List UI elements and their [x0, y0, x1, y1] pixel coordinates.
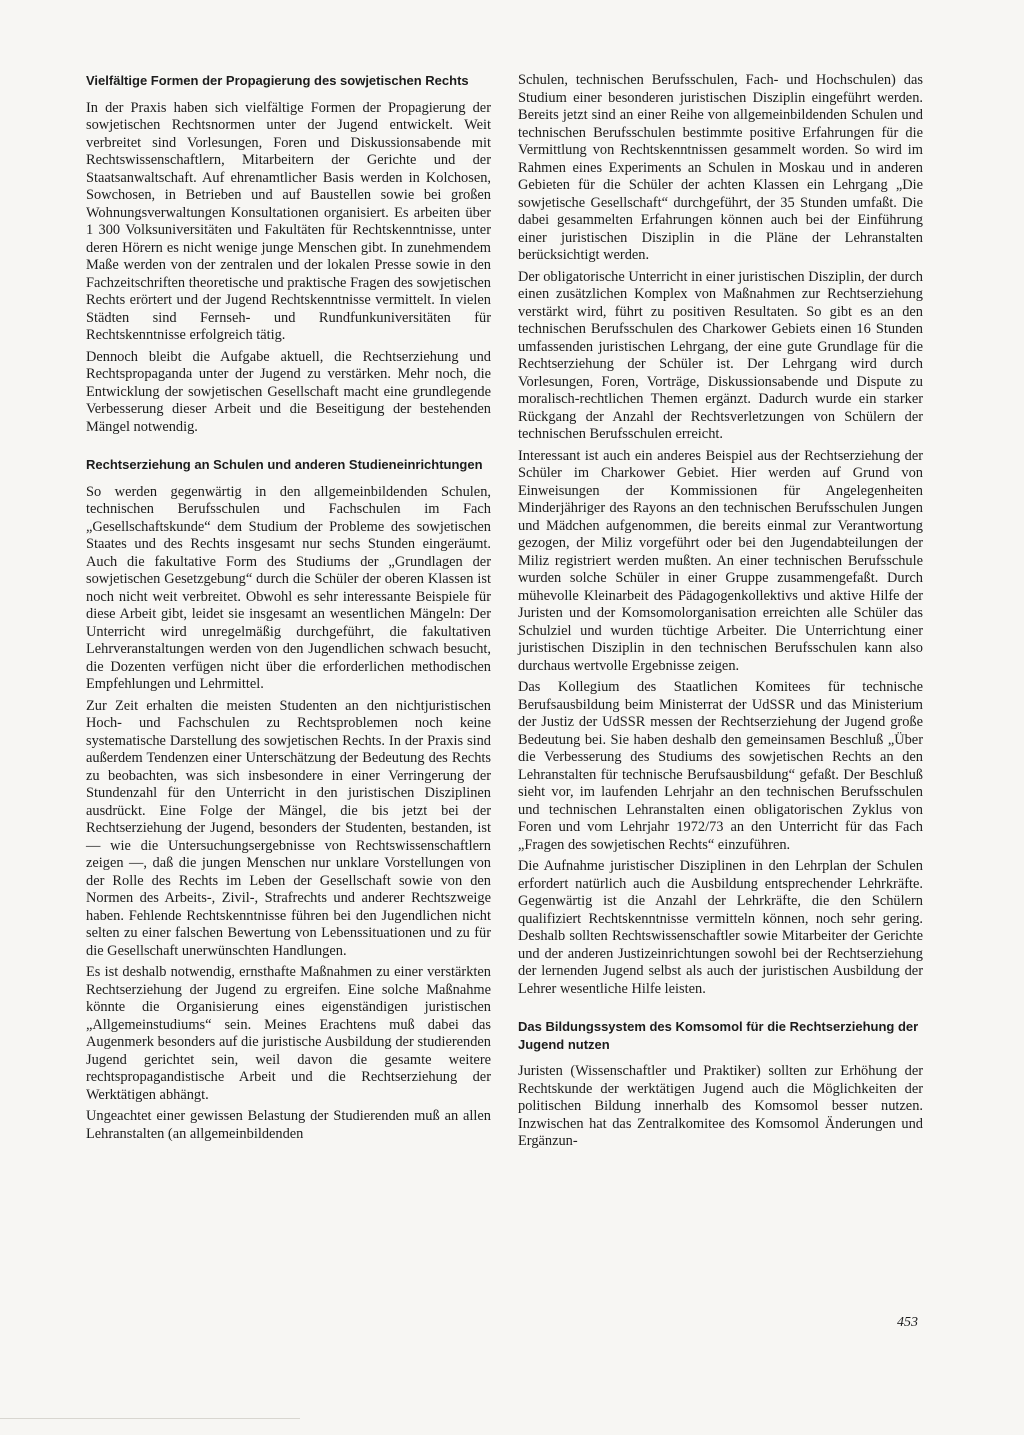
- paragraph: In der Praxis haben sich vielfältige Formen der Propagierung der sowjetischen Rechtsnormen unter der Jugend entwickelt. Weit verbreitet sind Vorlesungen, Foren und Diskussionsabende mit Rechtswissenschaftlern, Mitarbeitern der Gerichte und der Staatsanwaltschaft. Auf ehrenamtlicher Basis werden in Kolchosen, Sowchosen, in Betrieben und auf Baustellen sowie bei großen Wohnungsverwaltungen Konsultationen organisiert. Es arbeiten über 1 300 Volksuniversitäten und Fakultäten für Rechtskenntnisse, unter deren Hörern es nicht wenige junge Menschen gibt. In zunehmendem Maße werden von der zentralen und der lokalen Presse sowie in den Fachzeitschriften theoretische und praktische Fragen des sowjetischen Rechts erörtert und der Jugend Rechtskenntnisse vermittelt. In vielen Städten sind Fernseh- und Rundfunkuniversitäten für Rechtskenntnisse erfolgreich tätig.: [86, 99, 491, 343]
- paragraph: Juristen (Wissenschaftler und Praktiker) sollten zur Erhöhung der Rechtskunde der werktätigen Jugend auch die Möglichkeiten der politischen Bildung innerhalb des Komsomol besser nutzen. Inzwischen hat das Zentralkomitee des Komsomol Änderungen und Ergänzun-: [518, 1063, 923, 1149]
- paragraph: Das Kollegium des Staatlichen Komitees für technische Berufsausbildung beim Ministerrat der UdSSR und das Ministerium der Justiz der UdSSR messen der Rechtserziehung der Jugend große Bedeutung bei. Sie haben deshalb den gemeinsamen Beschluß „Über die Verbesserung des Studiums des sowjetischen Rechts an den Lehranstalten für technische Berufsausbildung“ gefaßt. Der Beschluß sieht vor, im laufenden Lehrjahr an den technischen Berufsschulen und technischen Lehranstalten einen obligatorischen Zyklus von Foren und vom Lehrjahr 1972/73 an den Unterricht für das Fach „Fragen des sowjetischen Rechts“ einzuführen.: [518, 679, 923, 853]
- paragraph: Der obligatorische Unterricht in einer juristischen Disziplin, der durch einen zusätzlichen Komplex von Maßnahmen zur Rechtserziehung verstärkt wird, führt zu positiven Resultaten. So gibt es an den technischen Berufsschulen des Charkower Gebiets einen 16 Stunden umfassenden juristischen Lehrgang, der eine gute Grundlage für die Rechtserziehung der Schüler ist. Der Lehrgang wird durch Vorlesungen, Foren, Vorträge, Diskussionsabende und Dispute zu moralisch-rechtlichen Themen ergänzt. Dadurch wurde ein starker Rückgang der Anzahl der Rechtsverletzungen von Schülern der technischen Berufsschulen erreicht.: [518, 268, 923, 442]
- paragraph: Es ist deshalb notwendig, ernsthafte Maßnahmen zu einer verstärkten Rechtserziehung der Jugend zu ergreifen. Eine solche Maßnahme könnte die Organisierung eines eigenständigen juristischen „Allgemeinstudiums“ sein. Meines Erachtens muß dabei das Augenmerk besonders auf die juristische Ausbildung der studierenden Jugend gerichtet sein, weil davon die gesamte weitere rechtspropagandistische Arbeit und die Rechtserziehung der Werktätigen abhängt.: [86, 964, 491, 1103]
- paragraph: Dennoch bleibt die Aufgabe aktuell, die Rechtserziehung und Rechtspropaganda unter der Jugend zu verstärken. Mehr noch, die Entwicklung der sowjetischen Gesellschaft macht eine grundlegende Verbesserung dieser Arbeit und die Beseitigung der bestehenden Mängel notwendig.: [86, 348, 491, 435]
- paragraph: So werden gegenwärtig in den allgemeinbildenden Schulen, technischen Berufsschulen und Fachschulen im Fach „Gesellschaftskunde“ dem Studium der Probleme des sowjetischen Staates und des Rechts insgesamt nur sechs Stunden eingeräumt. Auch die fakultative Form des Studiums der „Grundlagen der sowjetischen Gesetzgebung“ durch die Schüler der oberen Klassen ist noch nicht weit verbreitet. Obwohl es sehr interessante Beispiele für diese Arbeit gibt, leidet sie insgesamt an wesentlichen Mängeln: Der Unterricht wird unregelmäßig durchgeführt, die fakultativen Lehrveranstaltungen werden von den Jugendlichen schwach besucht, die Dozenten verfügen nicht über die erforderlichen methodischen Empfehlungen und Lehrmittel.: [86, 483, 491, 692]
- paragraph: Die Aufnahme juristischer Disziplinen in den Lehrplan der Schulen erfordert natürlich auch die Ausbildung entsprechender Lehrkräfte. Gegenwärtig ist die Anzahl der Lehrkräfte, die den Schülern qualifiziert Rechtskenntnisse vermitteln können, noch sehr gering. Deshalb sollten Rechtswissenschaftler sowie Mitarbeiter der Gerichte und der anderen Justizeinrichtungen sowohl bei der Rechtserziehung der lernenden Jugend selbst als auch der juristischen Ausbildung der Lehrer wesentliche Hilfe leisten.: [518, 858, 923, 997]
- left-column: [86, 72, 491, 1147]
- right-column: [518, 72, 923, 1155]
- paragraph: Schulen, technischen Berufsschulen, Fach- und Hochschulen) das Studium einer besonderen juristischen Disziplin eingeführt werden. Bereits jetzt sind an einer Reihe von allgemeinbildenden Schulen und technischen Berufsschulen bestimmte positive Erfahrungen für die Vermittlung von Rechtskenntnissen gesammelt worden. So wird im Rahmen eines Experiments an Schulen in Moskau und in anderen Gebieten für die Schüler der achten Klassen ein Lehrgang „Die sowjetische Gesellschaft“ durchgeführt, der 35 Stunden umfaßt. Die dabei gesammelten Erfahrungen können auch bei der Einführung einer juristischen Disziplin in die Pläne der Lehranstalten berücksichtigt werden.: [518, 72, 923, 263]
- section-heading: Vielfältige Formen der Propagierung des sowjetischen Rechts: [86, 73, 469, 88]
- page-number: 453: [897, 1315, 918, 1330]
- paragraph: Interessant ist auch ein anderes Beispiel aus der Rechtserziehung der Schüler im Charkower Gebiet. Hier werden auf Grund von Einweisungen der Kommissionen für Angelegenheiten Minderjähriger des Rayons an den technischen Berufsschulen Jungen und Mädchen aufgenommen, die bereits einmal zur Verantwortung gezogen, der Miliz vorgeführt oder bei den Jugendabteilungen der Miliz registriert werden mußten. An einer technischen Berufsschule wurden solche Schüler in einer Gruppe zusammengefaßt. Durch mühevolle Kleinarbeit des Pädagogenkollektivs und aktive Hilfe der Juristen und der Komsomolorganisation erreichten alle Schüler das Schulziel und wurden tüchtige Arbeiter. Die Unterrichtung einer juristischen Disziplin in den technischen Berufsschulen kann also durchaus wertvolle Ergebnisse zeigen.: [518, 447, 923, 674]
- paragraph: Zur Zeit erhalten die meisten Studenten an den nichtjuristischen Hoch- und Fachschulen zu Rechtsproblemen noch keine systematische Darstellung des sowjetischen Rechts. In der Praxis sind außerdem Tendenzen einer Unterschätzung der Bedeutung des Rechts zu beobachten, was sich insbesondere in einer Verringerung der Stundenzahl für den Unterricht in den juristischen Disziplinen ausdrückt. Eine Folge der Mängel, die bis jetzt bei der Rechtserziehung der Jugend, besonders der Studenten, bestanden, ist — wie die Untersuchungsergebnisse von Rechtswissenschaftlern zeigen —, daß die jungen Menschen nur unklare Vorstellungen von der Rolle des Rechts im Leben der Gesellschaft sowie von den Normen des Arbeits-, Zivil-, Strafrechts und anderer Rechtszweige haben. Fehlende Rechtskenntnisse führen bei den Jugendlichen nicht selten zu einer falschen Bewertung von Lebenssituationen und zu für die Gesellschaft unerwünschten Handlungen.: [86, 697, 491, 959]
- section-heading: Das Bildungssystem des Komsomol für die Rechtserziehung der Jugend nutzen: [518, 1019, 919, 1052]
- section-heading: Rechtserziehung an Schulen und anderen Studieneinrichtungen: [86, 457, 483, 472]
- paragraph: Ungeachtet einer gewissen Belastung der Studierenden muß an allen Lehranstalten (an allgemeinbildenden: [86, 1108, 491, 1142]
- scan-edge-line: [0, 1418, 300, 1419]
